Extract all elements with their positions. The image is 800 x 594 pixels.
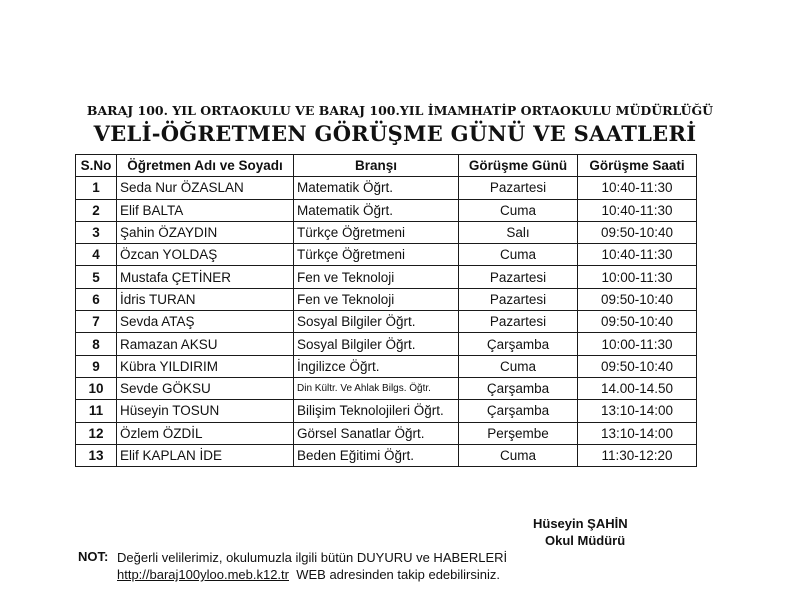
teacher-branch: Türkçe Öğretmeni (294, 244, 459, 266)
teacher-branch: Matematik Öğrt. (294, 177, 459, 199)
row-number: 2 (76, 199, 117, 221)
teacher-branch: Beden Eğitimi Öğrt. (294, 444, 459, 466)
row-number: 12 (76, 422, 117, 444)
table-row (76, 177, 697, 199)
meeting-time: 10:00-11:30 (578, 266, 697, 288)
column-header: Öğretmen Adı ve Soyadı (117, 155, 294, 177)
meeting-time: 09:50-10:40 (578, 355, 697, 377)
meeting-time: 10:40-11:30 (578, 244, 697, 266)
meeting-time: 13:10-14:00 (578, 422, 697, 444)
table-row (76, 422, 697, 444)
row-number: 8 (76, 333, 117, 355)
note-line-2 (117, 566, 507, 583)
meeting-time: 09:50-10:40 (578, 221, 697, 243)
note-line-2-rest: WEB adresinden takip edebilirsiniz. (289, 567, 500, 582)
table-row (76, 355, 697, 377)
meeting-day: Cuma (459, 199, 578, 221)
meeting-day: Pazartesi (459, 311, 578, 333)
table-row (76, 377, 697, 399)
table-row (76, 311, 697, 333)
teacher-name: Kübra YILDIRIM (117, 355, 294, 377)
teacher-branch: Fen ve Teknoloji (294, 266, 459, 288)
table-row (76, 199, 697, 221)
meeting-day: Perşembe (459, 422, 578, 444)
teacher-name: Sevde GÖKSU (117, 377, 294, 399)
table-row (76, 266, 697, 288)
meeting-day: Cuma (459, 444, 578, 466)
table-row (76, 400, 697, 422)
row-number: 4 (76, 244, 117, 266)
table-row (76, 221, 697, 243)
teacher-branch: Sosyal Bilgiler Öğrt. (294, 311, 459, 333)
teacher-name: Şahin ÖZAYDIN (117, 221, 294, 243)
row-number: 5 (76, 266, 117, 288)
teacher-branch: Matematik Öğrt. (294, 199, 459, 221)
meeting-day: Çarşamba (459, 333, 578, 355)
website-link[interactable]: http://baraj100yloo.meb.k12.tr (117, 567, 289, 582)
meeting-day: Pazartesi (459, 288, 578, 310)
teacher-name: İdris TURAN (117, 288, 294, 310)
column-header: Görüşme Günü (459, 155, 578, 177)
meeting-day: Çarşamba (459, 377, 578, 399)
principal-role: Okul Müdürü (545, 533, 626, 548)
meeting-day: Pazartesi (459, 177, 578, 199)
meeting-day: Salı (459, 221, 578, 243)
meeting-time: 13:10-14:00 (578, 400, 697, 422)
note-line-1: Değerli velilerimiz, okulumuzla ilgili bütün DUYURU ve HABERLERİ (117, 550, 508, 565)
meeting-time: 09:50-10:40 (578, 311, 697, 333)
row-number: 7 (76, 311, 117, 333)
teacher-branch: Din Kültr. Ve Ahlak Bilgs. Öğtr. (294, 377, 459, 399)
meeting-time: 14.00-14.50 (578, 377, 697, 399)
meeting-time: 10:40-11:30 (578, 199, 697, 221)
teacher-branch: Fen ve Teknoloji (294, 288, 459, 310)
row-number: 3 (76, 221, 117, 243)
meeting-time: 11:30-12:20 (578, 444, 697, 466)
teacher-branch: Sosyal Bilgiler Öğrt. (294, 333, 459, 355)
teacher-branch: Bilişim Teknolojileri Öğrt. (294, 400, 459, 422)
note-label: NOT: (78, 549, 109, 564)
row-number: 10 (76, 377, 117, 399)
meeting-day: Cuma (459, 355, 578, 377)
row-number: 9 (76, 355, 117, 377)
teacher-name: Elif BALTA (117, 199, 294, 221)
teacher-branch: İngilizce Öğrt. (294, 355, 459, 377)
schedule-table (75, 154, 697, 467)
teacher-name: Seda Nur ÖZASLAN (117, 177, 294, 199)
column-header: Branşı (294, 155, 459, 177)
meeting-day: Çarşamba (459, 400, 578, 422)
teacher-name: Mustafa ÇETİNER (117, 266, 294, 288)
meeting-time: 09:50-10:40 (578, 288, 697, 310)
teacher-branch: Türkçe Öğretmeni (294, 221, 459, 243)
meeting-day: Cuma (459, 244, 578, 266)
meeting-day: Pazartesi (459, 266, 578, 288)
table-header-row (76, 155, 697, 177)
column-header: Görüşme Saati (578, 155, 697, 177)
column-header: S.No (76, 155, 117, 177)
teacher-name: Özcan YOLDAŞ (117, 244, 294, 266)
teacher-name: Sevda ATAŞ (117, 311, 294, 333)
table-row (76, 333, 697, 355)
teacher-name: Özlem ÖZDİL (117, 422, 294, 444)
table-row (76, 288, 697, 310)
teacher-name: Hüseyin TOSUN (117, 400, 294, 422)
row-number: 13 (76, 444, 117, 466)
teacher-name: Elif KAPLAN İDE (117, 444, 294, 466)
row-number: 6 (76, 288, 117, 310)
table-row (76, 444, 697, 466)
teacher-name: Ramazan AKSU (117, 333, 294, 355)
page-title: VELİ-ÖĞRETMEN GÖRÜŞME GÜNÜ VE SAATLERİ (93, 121, 697, 146)
row-number: 1 (76, 177, 117, 199)
note-text (117, 549, 507, 583)
meeting-time: 10:40-11:30 (578, 177, 697, 199)
school-header: BARAJ 100. YIL ORTAOKULU VE BARAJ 100.YIL İMAMHATİP ORTAOKULU MÜDÜRLÜĞÜ (86, 103, 714, 118)
meeting-time: 10:00-11:30 (578, 333, 697, 355)
row-number: 11 (76, 400, 117, 422)
principal-name: Hüseyin ŞAHİN (533, 516, 628, 531)
teacher-branch: Görsel Sanatlar Öğrt. (294, 422, 459, 444)
table-row (76, 244, 697, 266)
